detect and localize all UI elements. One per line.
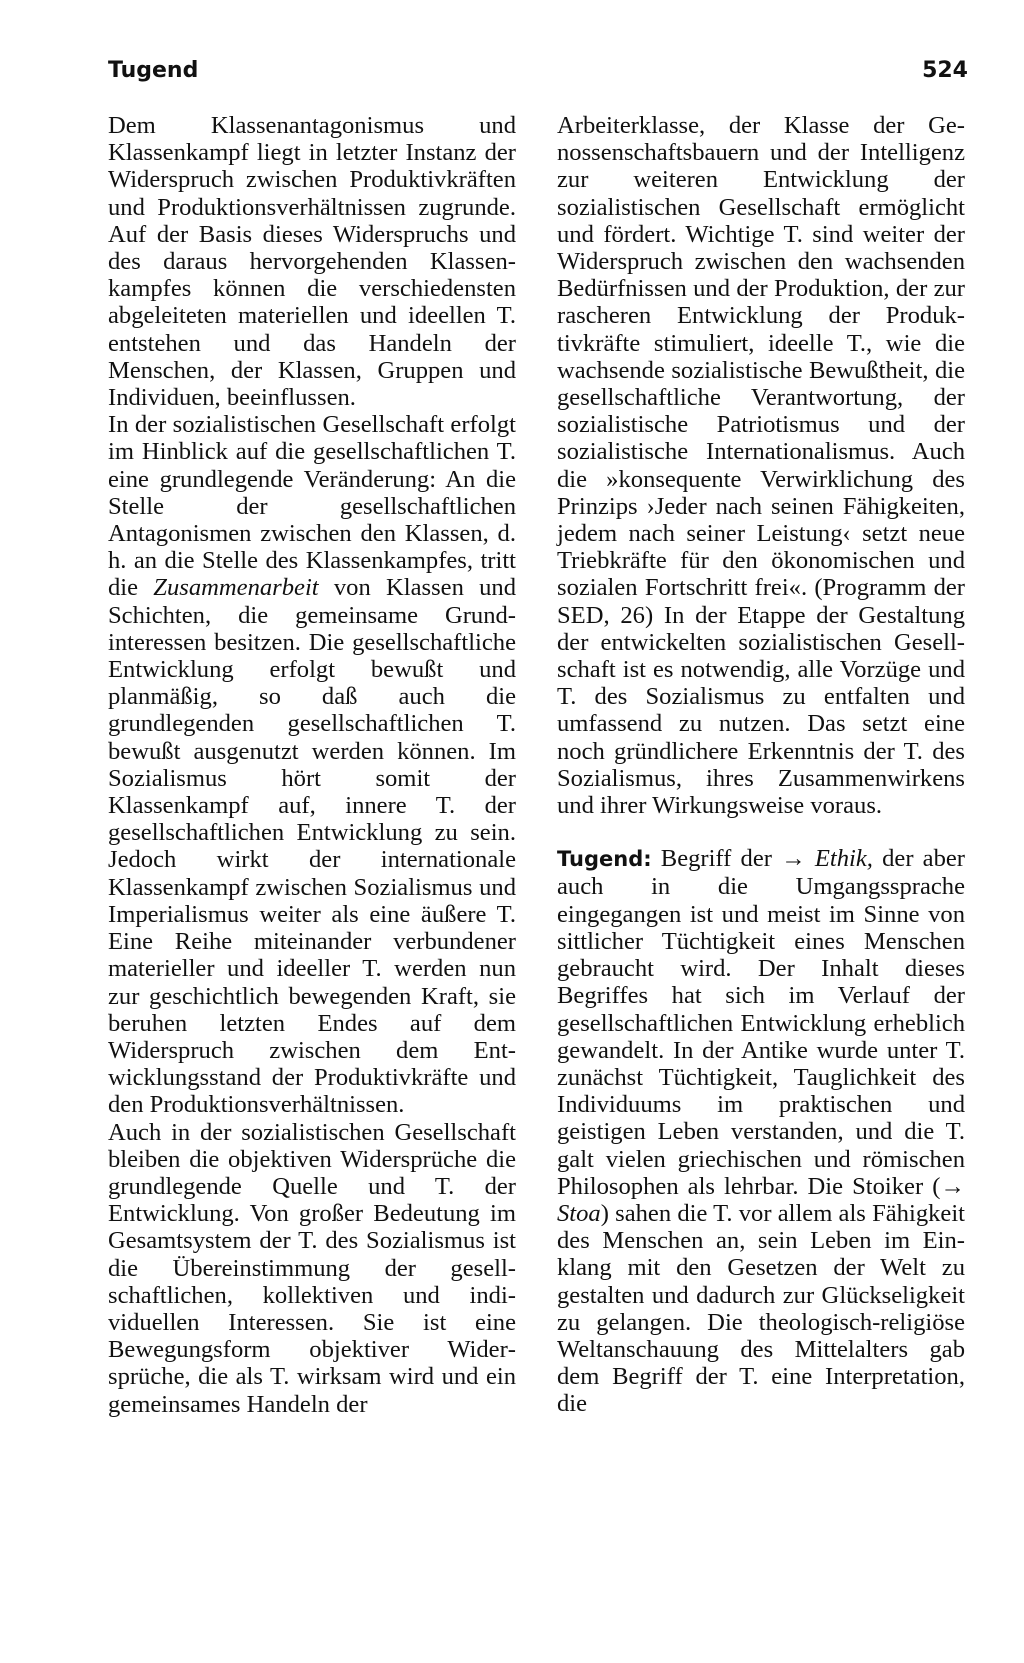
text-run: Begriff der [660,845,772,873]
cross-reference-ethik[interactable]: Ethik, [814,845,873,873]
entry-headword: Tugend: [557,847,652,872]
right-column [557,112,965,1418]
text-run: ) sahen die T. vor allem als Fähigkeit des Menschen an, sein Leben im Einklang mit den Gesetzen der Welt zu gestalten und dadurch zur Glückseligkeit zu gelangen. Die theologisch-religiöse Weltanschauung des Mittelalters gab dem Begriff der T. eine Interpretation, die [557,1199,965,1418]
paragraph-working-class: Arbeiterklasse, der Klasse der Genossenschaftsbauern und der Intelligenz zur weiteren Entwicklung der sozialistischen Gesellschaft ermöglicht und fördert. Wichtige T. sind weiter der Widerspruch zwischen den wachsenden Bedürfnissen und der Produktion, der zur rascheren Entwicklung der Produktivkräfte stimuliert, ideelle T., wie die wachsende sozialistische Bewußtheit, die gesellschaftliche Verantwortung, der sozialistische Patriotismus und der sozialistische Internationalismus. Auch die »konsequente Verwirklichung des Prinzips ›Jeder nach seinen Fähigkeiten, jedem nach seiner Leistung‹ setzt neue Triebkräfte für den ökonomischen und sozialen Fortschritt frei«. (Programm der SED, 26) In der Etappe der Gestaltung der entwickelten sozialistischen Gesellschaft ist es notwendig, alle Vorzüge und T. des Sozialismus zu entfalten und umfassend zu nutzen. Das setzt eine noch gründlichere Erkenntnis der T. des Sozialismus, ihres Zusammenwirkens und ihrer Wirkungsweise voraus. [557,112,965,820]
cross-reference-arrow-icon: → [781,845,806,873]
text-run: von Klassen und Schichten, die gemeinsame Grundinteressen besitzen. Die gesellschaftliche Entwicklung erfolgt bewußt und planmäßig, so daß auch die grundlegenden gesellschaftlichen T. bewußt ausgenutzt werden können. Im Sozialismus hört somit der Klassenkampf auf, innere T. der gesellschaftlichen Entwicklung zu sein. Jedoch wirkt der internationale Klassenkampf zwischen Sozialismus und Imperialismus weiter als eine äußere T. Eine Reihe miteinander verbundener materieller und ideeller T. werden nun zur geschichtlich bewegenden Kraft, sie beruhen letzten Endes auf dem Widerspruch zwischen dem Entwicklungsstand der Produktivkräfte und den Produktionsverhältnissen. [108,574,516,1119]
paragraph-objective-contradictions: Auch in der sozialistischen Gesellschaft bleiben die objektiven Widersprüche die grundlegende Quelle und T. der Entwicklung. Von großer Bedeutung im Gesamtsystem der T. des Sozialismus ist die Übereinstimmung der gesellschaftlichen, kollektiven und individuellen Interessen. Sie ist eine Bewegungsform objektiver Widersprüche, die als T. wirksam wird und ein gemeinsames Handeln der [108,1118,516,1418]
page-number: 524 [922,58,968,83]
cross-reference-arrow-icon: → [940,1172,965,1200]
text-run: In der sozialistischen Gesellschaft erfolgt im Hinblick auf die gesellschaftlichen T. eine grundlegende Veränderung: An die Stelle der gesellschaftlichen Antagonismen zwischen den Klassen, d. h. an die Stelle des Klassenkampfes, tritt die [108,411,516,602]
left-column [108,112,516,1418]
running-header [108,58,968,92]
dictionary-entry-tugend [557,845,965,1417]
paragraph-class-antagonism: Dem Klassenantagonismus und Klassenkampf liegt in letzter Instanz der Widerspruch zwischen Produktivkräften und Produktionsverhältnissen zugrunde. Auf der Basis dieses Widerspruchs und des daraus hervorgehenden Klassenkampfes können die verschiedensten abgeleiteten materiellen und ideellen T. entstehen und das Handeln der Menschen, der Klassen, Gruppen und Individuen, beeinflussen. [108,112,516,412]
text-run: der aber auch in die Umgangssprache eingegangen ist und meist im Sinne von sittlicher Tüchtigkeit eines Menschen gebraucht wird. Der Inhalt dieses Begriffes hat sich im Verlauf der gesellschaftlichen Entwicklung erheblich gewandelt. In der Antike wurde unter T. zunächst Tüchtigkeit, Tauglichkeit des Individuums im praktischen und geistigen Leben verstanden, und die T. galt vielen griechischen und römischen Philosophen als lehrbar. Die Stoiker ( [557,845,965,1200]
emphasis-term: Zusammenarbeit [153,574,319,602]
running-head-title: Tugend [108,58,199,83]
cross-reference-stoa[interactable]: Stoa [557,1199,601,1227]
entry-separator [557,819,965,845]
paragraph-socialist-society [108,411,516,1118]
